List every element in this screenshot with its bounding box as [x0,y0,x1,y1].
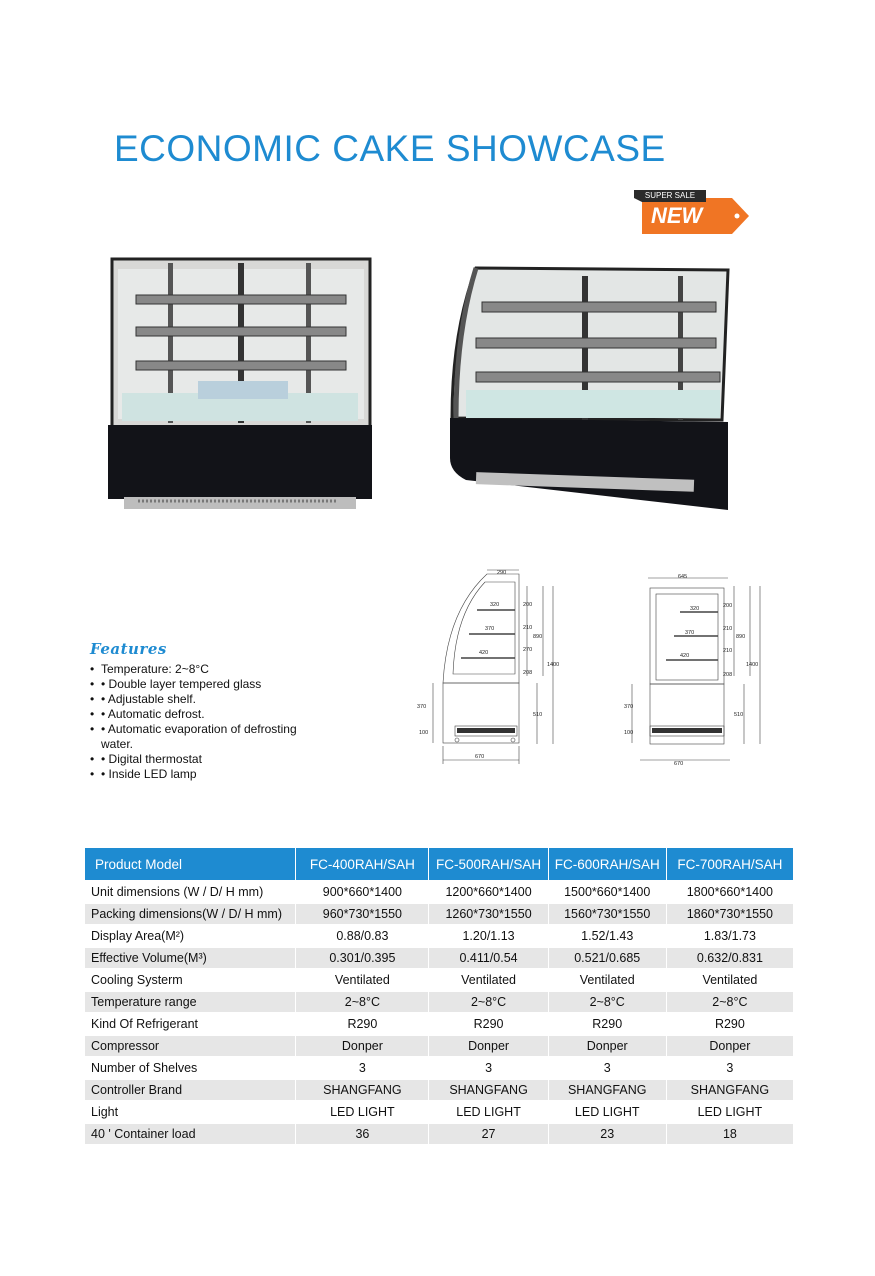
feature-item: • • Automatic evaporation of defrosting water. [90,722,330,752]
table-cell: Donper [549,1036,666,1056]
table-cell: Ventilated [702,973,758,987]
header-cell: FC-600RAH/SAH [549,848,666,880]
table-cell: 3 [603,1061,611,1075]
dim-label: 670 [475,754,485,760]
square-showcase-photo [108,255,374,511]
curved-dimension-drawing [415,566,565,766]
table-cell: R290 [473,1017,504,1031]
table-row [85,1058,793,1078]
super-sale-label: SUPER SALE [644,191,696,200]
table-row [85,882,793,902]
feature-item: • Temperature: 2~8°C [90,662,330,677]
table-cell: Donper [667,1036,793,1056]
dim-label: 1400 [746,662,759,668]
dim-label: 320 [490,602,500,608]
dim-label: 370 [485,626,495,632]
row-label: Controller Brand [85,1080,295,1100]
table-cell: 0.88/0.83 [336,929,389,943]
feature-item: • • Inside LED lamp [90,767,330,782]
row-label: Compressor [85,1036,295,1056]
dim-label: 890 [533,634,543,640]
dim-label: 670 [674,761,684,766]
dim-label: 208 [723,672,733,678]
table-cell: 1560*730*1550 [549,904,666,924]
square-dimension-drawing [622,566,772,766]
dim-label: 210 [723,626,733,632]
table-cell: R290 [714,1017,745,1031]
table-cell: LED LIGHT [456,1105,521,1119]
table-cell: SHANGFANG [667,1080,793,1100]
features-heading: Features [90,640,167,658]
table-row [85,992,793,1012]
table-cell: 0.411/0.54 [429,948,547,968]
table-cell: 0.521/0.685 [549,948,666,968]
feature-item: • • Automatic defrost. [90,707,330,722]
features-section [90,640,330,782]
table-cell: Donper [296,1036,428,1056]
row-label: Display Area(M²) [91,929,185,943]
table-cell: 3 [358,1061,366,1075]
table-cell: 1260*730*1550 [429,904,547,924]
table-cell: 2~8°C [429,992,547,1012]
row-label: Packing dimensions(W / D/ H mm) [85,904,295,924]
dim-label: 370 [417,704,427,710]
table-cell: 27 [429,1124,547,1144]
table-cell: 1.83/1.73 [703,929,756,943]
table-cell: LED LIGHT [697,1105,763,1119]
dim-label: 210 [723,648,733,654]
table-cell: 2~8°C [296,992,428,1012]
dim-label: 420 [479,650,489,656]
table-cell: 3 [485,1061,493,1075]
table-cell: Donper [429,1036,547,1056]
table-cell: Ventilated [579,973,635,987]
header-cell: Product Model [85,848,295,880]
dim-label: 370 [685,630,695,636]
table-cell: 2~8°C [667,992,793,1012]
features-list [90,662,330,782]
dim-label: 510 [533,712,543,718]
table-cell: LED LIGHT [574,1105,640,1119]
table-cell: SHANGFANG [549,1080,666,1100]
table-cell: Ventilated [461,973,517,987]
table-cell: 1500*660*1400 [564,885,651,899]
row-label: Kind Of Refrigerant [91,1017,198,1031]
row-label: Effective Volume(M³) [85,948,295,968]
table-cell: 900*660*1400 [322,885,403,899]
table-cell: R290 [592,1017,623,1031]
table-cell: 2~8°C [549,992,666,1012]
new-badge [634,186,754,238]
table-cell: SHANGFANG [296,1080,428,1100]
table-header-row [85,848,793,880]
row-label: 40 ' Container load [85,1124,295,1144]
table-cell: 960*730*1550 [296,904,428,924]
dim-label: 208 [523,670,533,676]
dim-label: 320 [690,606,700,612]
table-cell: 18 [667,1124,793,1144]
table-cell: SHANGFANG [429,1080,547,1100]
dim-label: 510 [734,712,744,718]
dim-label: 420 [680,653,690,659]
row-label: Number of Shelves [91,1061,198,1075]
dim-label: 100 [624,730,634,736]
table-cell: 0.301/0.395 [296,948,428,968]
dim-label: 100 [419,730,429,736]
table-cell: 1.20/1.13 [462,929,515,943]
dim-label: 200 [723,603,733,609]
table-cell: 36 [296,1124,428,1144]
table-row [85,1124,793,1144]
table-cell: 1200*660*1400 [445,885,532,899]
table-cell: 1800*660*1400 [686,885,773,899]
table-row [85,1080,793,1100]
feature-item: • • Double layer tempered glass [90,677,330,692]
row-label: Cooling Systerm [91,973,183,987]
table-cell: 1.52/1.43 [581,929,634,943]
new-label: NEW [651,203,703,228]
table-row [85,904,793,924]
table-cell: 3 [726,1061,734,1075]
table-cell: 0.632/0.831 [667,948,793,968]
table-row [85,1102,793,1122]
table-row [85,970,793,990]
table-row [85,1014,793,1034]
header-cell: FC-400RAH/SAH [296,848,428,880]
dim-label: 290 [497,570,507,576]
spec-table [84,846,794,1146]
table-cell: LED LIGHT [330,1105,395,1119]
row-label: Temperature range [85,992,295,1012]
feature-item: • • Digital thermostat [90,752,330,767]
table-row [85,1036,793,1056]
dim-label: 200 [523,602,533,608]
dim-label: 370 [624,704,634,710]
row-label: Light [91,1105,119,1119]
header-cell: FC-700RAH/SAH [667,848,793,880]
feature-item: • • Adjustable shelf. [90,692,330,707]
curved-showcase-photo [446,262,734,518]
page-title: ECONOMIC CAKE SHOWCASE [114,128,666,169]
table-row [85,926,793,946]
dim-label: 1400 [547,662,560,668]
header-cell: FC-500RAH/SAH [429,848,547,880]
dim-label: 645 [678,574,688,580]
dim-label: 210 [523,625,533,631]
dim-label: 890 [736,634,746,640]
table-cell: 23 [549,1124,666,1144]
row-label: Unit dimensions (W / D/ H mm) [91,885,264,899]
table-cell: 1860*730*1550 [667,904,793,924]
table-cell: Ventilated [334,973,390,987]
table-cell: R290 [347,1017,378,1031]
dim-label: 270 [523,647,533,653]
table-row [85,948,793,968]
